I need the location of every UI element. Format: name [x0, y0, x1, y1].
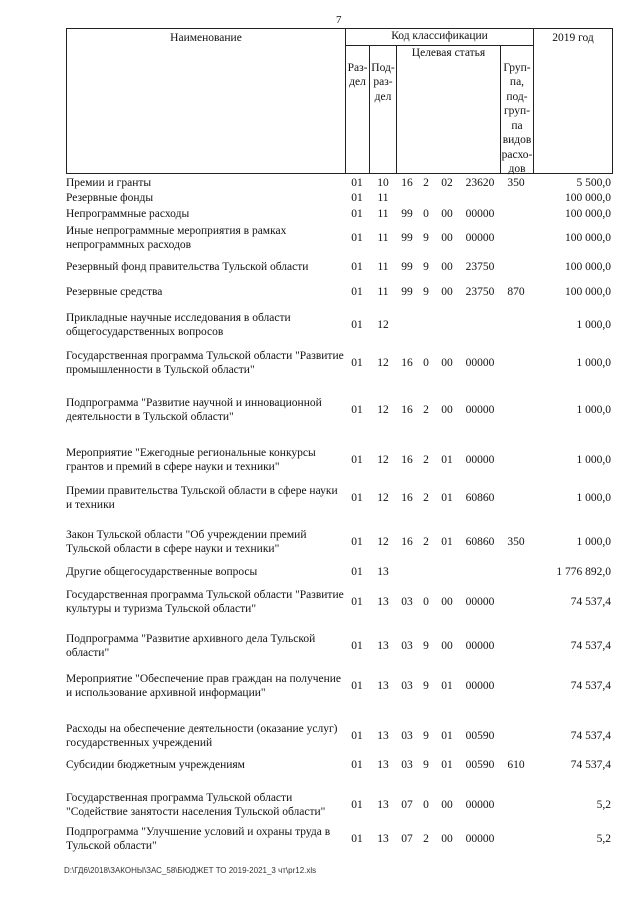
cell-grp: [500, 483, 532, 513]
cell-grp: [500, 587, 532, 617]
cell-name: Подпрограмма "Развитие архивного дела Тульской области": [66, 633, 316, 659]
table-row: [66, 824, 613, 854]
header-target-label: Целевая статья: [411, 47, 486, 59]
cell-p3: [434, 310, 460, 340]
cell-grp: [500, 664, 532, 708]
cell-sum: 1 776 892,0: [556, 566, 611, 578]
table-row: [66, 191, 613, 205]
cell-p1: 99: [401, 232, 413, 244]
cell-podr: 11: [377, 192, 389, 204]
cell-p3: 00: [441, 596, 453, 608]
header-classification: [345, 28, 534, 46]
cell-p4: 23620: [465, 177, 495, 189]
cell-p1: 07: [401, 833, 413, 845]
cell-razdel: 01: [351, 232, 363, 244]
header-podrazdel-label: Под- раз- дел: [371, 61, 395, 103]
cell-p3: 01: [441, 536, 453, 548]
header-year: [533, 28, 613, 174]
cell-podr: 13: [377, 640, 389, 652]
cell-p4: 00590: [465, 730, 495, 742]
cell-p2: [418, 310, 434, 340]
cell-grp: [500, 565, 532, 579]
cell-p3: 00: [441, 208, 453, 220]
cell-p1: [396, 310, 418, 340]
header-classification-label: Код классификации: [391, 30, 488, 42]
table-row: [66, 348, 613, 378]
cell-p2: 9: [423, 640, 429, 652]
cell-podr: 13: [377, 833, 389, 845]
cell-p2: 0: [423, 208, 429, 220]
cell-p2: [418, 191, 434, 205]
cell-p2: 2: [423, 404, 429, 416]
cell-p4: 00000: [465, 680, 495, 692]
header-podrazdel: [369, 45, 397, 174]
cell-p4: [460, 565, 500, 579]
cell-grp: [500, 721, 532, 751]
cell-razdel: 01: [351, 192, 363, 204]
cell-razdel: 01: [351, 454, 363, 466]
cell-p1: 99: [401, 286, 413, 298]
cell-p3: 00: [441, 286, 453, 298]
cell-podr: 13: [377, 730, 389, 742]
cell-p4: 23750: [465, 286, 495, 298]
cell-razdel: 01: [351, 261, 363, 273]
cell-name: Подпрограмма "Развитие научной и инновационной деятельности в Тульской области": [66, 397, 322, 423]
cell-p2: 0: [423, 596, 429, 608]
cell-grp: [500, 438, 532, 482]
cell-name: Субсидии бюджетным учреждениям: [66, 759, 245, 771]
table-row: [66, 783, 613, 827]
cell-sum: 100 000,0: [565, 232, 611, 244]
table-row: [66, 483, 613, 513]
cell-grp: [500, 348, 532, 378]
cell-grp: [500, 310, 532, 340]
cell-podr: 12: [377, 492, 389, 504]
cell-p4: 00000: [465, 596, 495, 608]
cell-p4: 00000: [465, 357, 495, 369]
cell-razdel: 01: [351, 833, 363, 845]
cell-razdel: 01: [351, 208, 363, 220]
cell-p2: 9: [423, 261, 429, 273]
table-row: [66, 721, 613, 751]
cell-p3: 01: [441, 730, 453, 742]
cell-p2: [418, 565, 434, 579]
cell-razdel: 01: [351, 177, 363, 189]
cell-name: Прикладные научные исследования в области общегосударственных вопросов: [66, 312, 291, 338]
header-group: [500, 45, 534, 174]
cell-p4: 60860: [465, 536, 495, 548]
cell-sum: 1 000,0: [576, 536, 611, 548]
cell-p1: 16: [401, 492, 413, 504]
cell-podr: 11: [377, 286, 389, 298]
cell-razdel: 01: [351, 759, 363, 771]
cell-p1: [396, 191, 418, 205]
cell-podr: 13: [377, 596, 389, 608]
cell-p1: 03: [401, 596, 413, 608]
cell-p1: 99: [401, 261, 413, 273]
cell-grp: [500, 783, 532, 827]
header-year-label: 2019 год: [552, 32, 594, 44]
cell-podr: 11: [377, 208, 389, 220]
cell-podr: 11: [377, 232, 389, 244]
cell-p2: 9: [423, 286, 429, 298]
cell-name: Иные непрограммные мероприятия в рамках непрограммных расходов: [66, 225, 287, 251]
cell-podr: 12: [377, 536, 389, 548]
header-target: [396, 45, 501, 174]
cell-name: Подпрограмма "Улучшение условий и охраны труда в Тульской области": [66, 826, 331, 852]
cell-grp: [500, 191, 532, 205]
cell-p3: 00: [441, 404, 453, 416]
cell-p2: 2: [423, 833, 429, 845]
cell-p2: 0: [423, 357, 429, 369]
cell-p1: 16: [401, 404, 413, 416]
cell-p4: 60860: [465, 492, 495, 504]
cell-p1: 07: [401, 799, 413, 811]
cell-sum: 74 537,4: [570, 759, 611, 771]
cell-grp: [500, 207, 532, 221]
table-row: [66, 438, 613, 482]
cell-name: Премии и гранты: [66, 177, 152, 189]
cell-p2: 0: [423, 799, 429, 811]
cell-p4: 00590: [465, 759, 495, 771]
cell-p2: 9: [423, 730, 429, 742]
cell-p3: 02: [441, 177, 453, 189]
cell-razdel: 01: [351, 492, 363, 504]
table-row: [66, 223, 613, 253]
cell-p1: 16: [401, 536, 413, 548]
cell-p4: 00000: [465, 799, 495, 811]
header-razdel-label: Раз- дел: [347, 61, 368, 88]
cell-p1: 03: [401, 730, 413, 742]
cell-grp: 610: [507, 759, 525, 771]
header-group-label: Груп- па, под- груп- па видов расхо- дов: [501, 61, 533, 175]
cell-sum: 1 000,0: [576, 454, 611, 466]
cell-p1: [396, 565, 418, 579]
cell-grp: 350: [507, 177, 525, 189]
cell-name: Расходы на обеспечение деятельности (оказание услуг) государственных учреждений: [66, 723, 338, 749]
cell-name: Резервный фонд правительства Тульской области: [66, 261, 309, 273]
cell-razdel: 01: [351, 640, 363, 652]
cell-p3: 01: [441, 759, 453, 771]
table-row: [66, 260, 613, 274]
cell-sum: 74 537,4: [570, 680, 611, 692]
cell-sum: 100 000,0: [565, 208, 611, 220]
cell-p3: [434, 191, 460, 205]
cell-p3: 00: [441, 232, 453, 244]
cell-razdel: 01: [351, 596, 363, 608]
cell-p1: 16: [401, 454, 413, 466]
table-row: [66, 176, 613, 190]
cell-p4: 00000: [465, 208, 495, 220]
cell-sum: 100 000,0: [565, 286, 611, 298]
cell-name: Мероприятие "Ежегодные региональные конкурсы грантов и премий в сфере науки и техники": [66, 447, 316, 473]
cell-sum: 74 537,4: [570, 596, 611, 608]
cell-podr: 13: [377, 566, 389, 578]
table-row: [66, 565, 613, 579]
table-row: [66, 758, 613, 772]
cell-p3: 00: [441, 261, 453, 273]
cell-sum: 5,2: [596, 799, 611, 811]
cell-razdel: 01: [351, 404, 363, 416]
cell-p2: 9: [423, 232, 429, 244]
cell-name: Резервные средства: [66, 286, 163, 298]
cell-p4: 00000: [465, 454, 495, 466]
cell-p4: [460, 310, 500, 340]
cell-name: Государственная программа Тульской области "Развитие культуры и туризма Тульской области": [66, 589, 344, 615]
cell-p3: 01: [441, 492, 453, 504]
cell-grp: 350: [507, 536, 525, 548]
cell-podr: 13: [377, 680, 389, 692]
cell-name: Государственная программа Тульской области "Развитие промышленности в Тульской области": [66, 350, 344, 376]
cell-p3: 01: [441, 454, 453, 466]
cell-name: Государственная программа Тульской области "Содействие занятости населения Тульской области": [66, 792, 326, 818]
cell-p1: 99: [401, 208, 413, 220]
table-row: [66, 631, 613, 661]
cell-razdel: 01: [351, 286, 363, 298]
table-row: [66, 388, 613, 432]
file-path-footer: D:\ГД6\2018\ЗАКОНЫ\ЗАС_58\БЮДЖЕТ ТО 2019-2021_3 чт\pr12.xls: [64, 866, 317, 875]
cell-p1: 03: [401, 759, 413, 771]
cell-name: Мероприятие "Обеспечение прав граждан на получение и использование архивной информации": [66, 673, 342, 699]
cell-p1: 16: [401, 357, 413, 369]
cell-grp: [500, 824, 532, 854]
cell-sum: 1 000,0: [576, 492, 611, 504]
cell-p4: 00000: [465, 640, 495, 652]
cell-sum: 1 000,0: [576, 319, 611, 331]
cell-sum: 1 000,0: [576, 404, 611, 416]
table-row: [66, 664, 613, 708]
table-row: [66, 310, 613, 340]
cell-sum: 1 000,0: [576, 357, 611, 369]
cell-razdel: 01: [351, 680, 363, 692]
table-header: [66, 28, 613, 174]
cell-p3: 00: [441, 799, 453, 811]
cell-p2: 2: [423, 492, 429, 504]
cell-p4: [460, 191, 500, 205]
cell-name: Премии правительства Тульской области в сфере науки и техники: [66, 485, 338, 511]
header-name: [66, 28, 346, 174]
cell-razdel: 01: [351, 730, 363, 742]
cell-name: Закон Тульской области "Об учреждении премий Тульской области в сфере науки и техники": [66, 529, 307, 555]
cell-razdel: 01: [351, 799, 363, 811]
cell-p3: [434, 565, 460, 579]
cell-name: Резервные фонды: [66, 192, 154, 204]
cell-grp: [500, 631, 532, 661]
cell-podr: 13: [377, 799, 389, 811]
cell-p3: 00: [441, 833, 453, 845]
cell-razdel: 01: [351, 536, 363, 548]
page-number: 7: [336, 14, 342, 26]
cell-p2: 9: [423, 680, 429, 692]
cell-sum: 100 000,0: [565, 261, 611, 273]
cell-sum: 74 537,4: [570, 640, 611, 652]
cell-sum: 5,2: [596, 833, 611, 845]
cell-grp: [500, 388, 532, 432]
cell-p4: 00000: [465, 833, 495, 845]
cell-name: Непрограммные расходы: [66, 208, 190, 220]
cell-p2: 9: [423, 759, 429, 771]
cell-podr: 13: [377, 759, 389, 771]
header-razdel: [345, 45, 370, 174]
cell-p3: 01: [441, 680, 453, 692]
cell-p4: 23750: [465, 261, 495, 273]
cell-name: Другие общегосударственные вопросы: [66, 566, 258, 578]
cell-grp: [500, 223, 532, 253]
cell-podr: 12: [377, 357, 389, 369]
cell-p2: 2: [423, 177, 429, 189]
cell-podr: 12: [377, 454, 389, 466]
cell-podr: 12: [377, 319, 389, 331]
cell-p1: 03: [401, 680, 413, 692]
cell-p4: 00000: [465, 232, 495, 244]
cell-sum: 74 537,4: [570, 730, 611, 742]
cell-razdel: 01: [351, 319, 363, 331]
cell-sum: 100 000,0: [565, 192, 611, 204]
cell-razdel: 01: [351, 357, 363, 369]
header-name-label: Наименование: [170, 32, 242, 44]
cell-grp: [500, 260, 532, 274]
cell-sum: 5 500,0: [576, 177, 611, 189]
cell-podr: 10: [377, 177, 389, 189]
cell-p1: 16: [401, 177, 413, 189]
table-row: [66, 285, 613, 299]
cell-p2: 2: [423, 536, 429, 548]
table-row: [66, 207, 613, 221]
cell-p1: 03: [401, 640, 413, 652]
cell-p4: 00000: [465, 404, 495, 416]
cell-podr: 12: [377, 404, 389, 416]
cell-p3: 00: [441, 357, 453, 369]
cell-p3: 00: [441, 640, 453, 652]
cell-grp: 870: [507, 286, 525, 298]
cell-razdel: 01: [351, 566, 363, 578]
cell-p2: 2: [423, 454, 429, 466]
table-row: [66, 527, 613, 557]
cell-podr: 11: [377, 261, 389, 273]
table-row: [66, 587, 613, 617]
